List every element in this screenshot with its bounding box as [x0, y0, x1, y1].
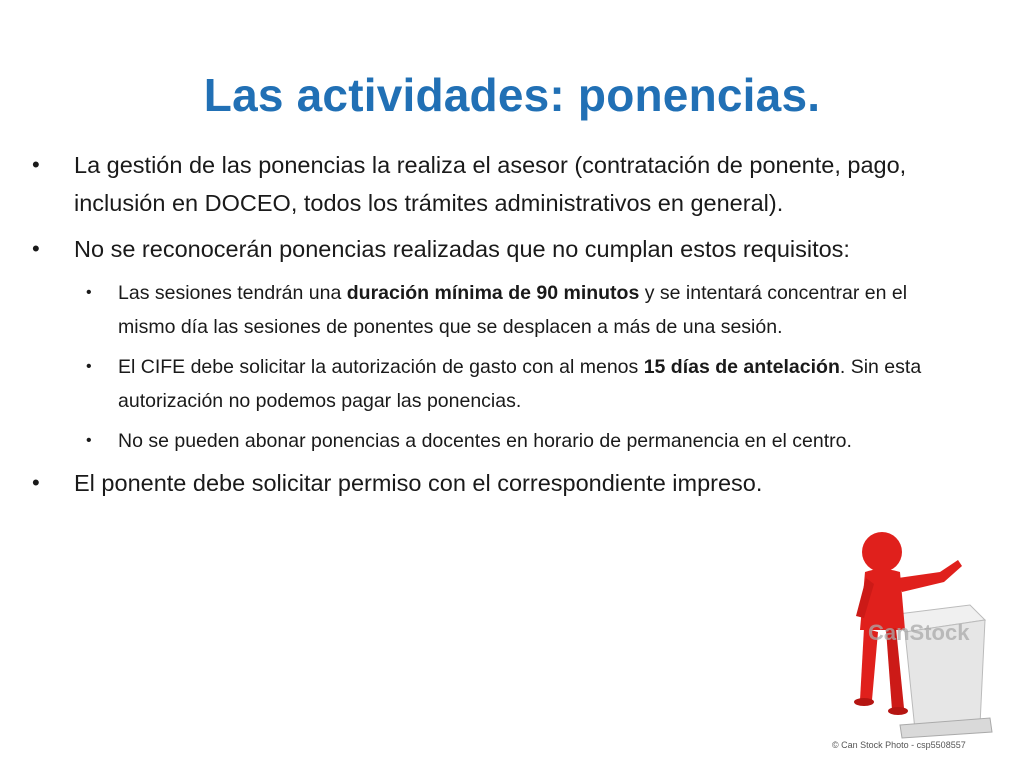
bullet-text: La gestión de las ponencias la realiza el asesor (contratación de ponente, pago, inclusión en DOCEO, todos los trámites administrativos en general).: [74, 152, 907, 216]
sub-bullet-text: Las sesiones tendrán una duración mínima de 90 minutos y se intentará concentrar en el mismo día las sesiones de ponentes que se desplacen a más de una sesión.: [118, 282, 908, 338]
bullet-text: El ponente debe solicitar permiso con el correspondiente impreso.: [74, 470, 763, 496]
bullet-item: [28, 464, 968, 502]
sub-bullet-item: [28, 350, 958, 418]
sub-bullet-text: No se pueden abonar ponencias a docentes en horario de permanencia en el centro.: [118, 430, 852, 452]
slide-title: Las actividades: ponencias.: [203, 69, 821, 121]
bullet-item: [28, 230, 968, 268]
bullet-item: [28, 146, 968, 222]
bullet-icon: •: [86, 358, 92, 375]
bullet-list: [28, 146, 968, 510]
bullet-icon: •: [32, 152, 40, 177]
bullet-icon: •: [32, 236, 40, 261]
bullet-text: No se reconocerán ponencias realizadas que no cumplan estos requisitos:: [74, 236, 850, 262]
bullet-icon: •: [86, 432, 92, 449]
sub-bullet-list: [28, 276, 968, 458]
bullet-icon: •: [86, 284, 92, 301]
watermark: CanStock: [868, 620, 970, 645]
sub-bullet-text: El CIFE debe solicitar la autorización de gasto con al menos 15 días de antelación. Sin esta autorización no podemos pagar las ponencias.: [118, 356, 922, 412]
photo-credit: © Can Stock Photo - csp5508557: [832, 740, 966, 750]
sub-bullet-item: [28, 276, 958, 344]
bullet-icon: •: [32, 470, 40, 495]
bold-emphasis: duración mínima de 90 minutos: [346, 282, 640, 304]
bold-emphasis: 15 días de antelación: [643, 356, 840, 378]
sub-bullet-item: [28, 424, 898, 458]
